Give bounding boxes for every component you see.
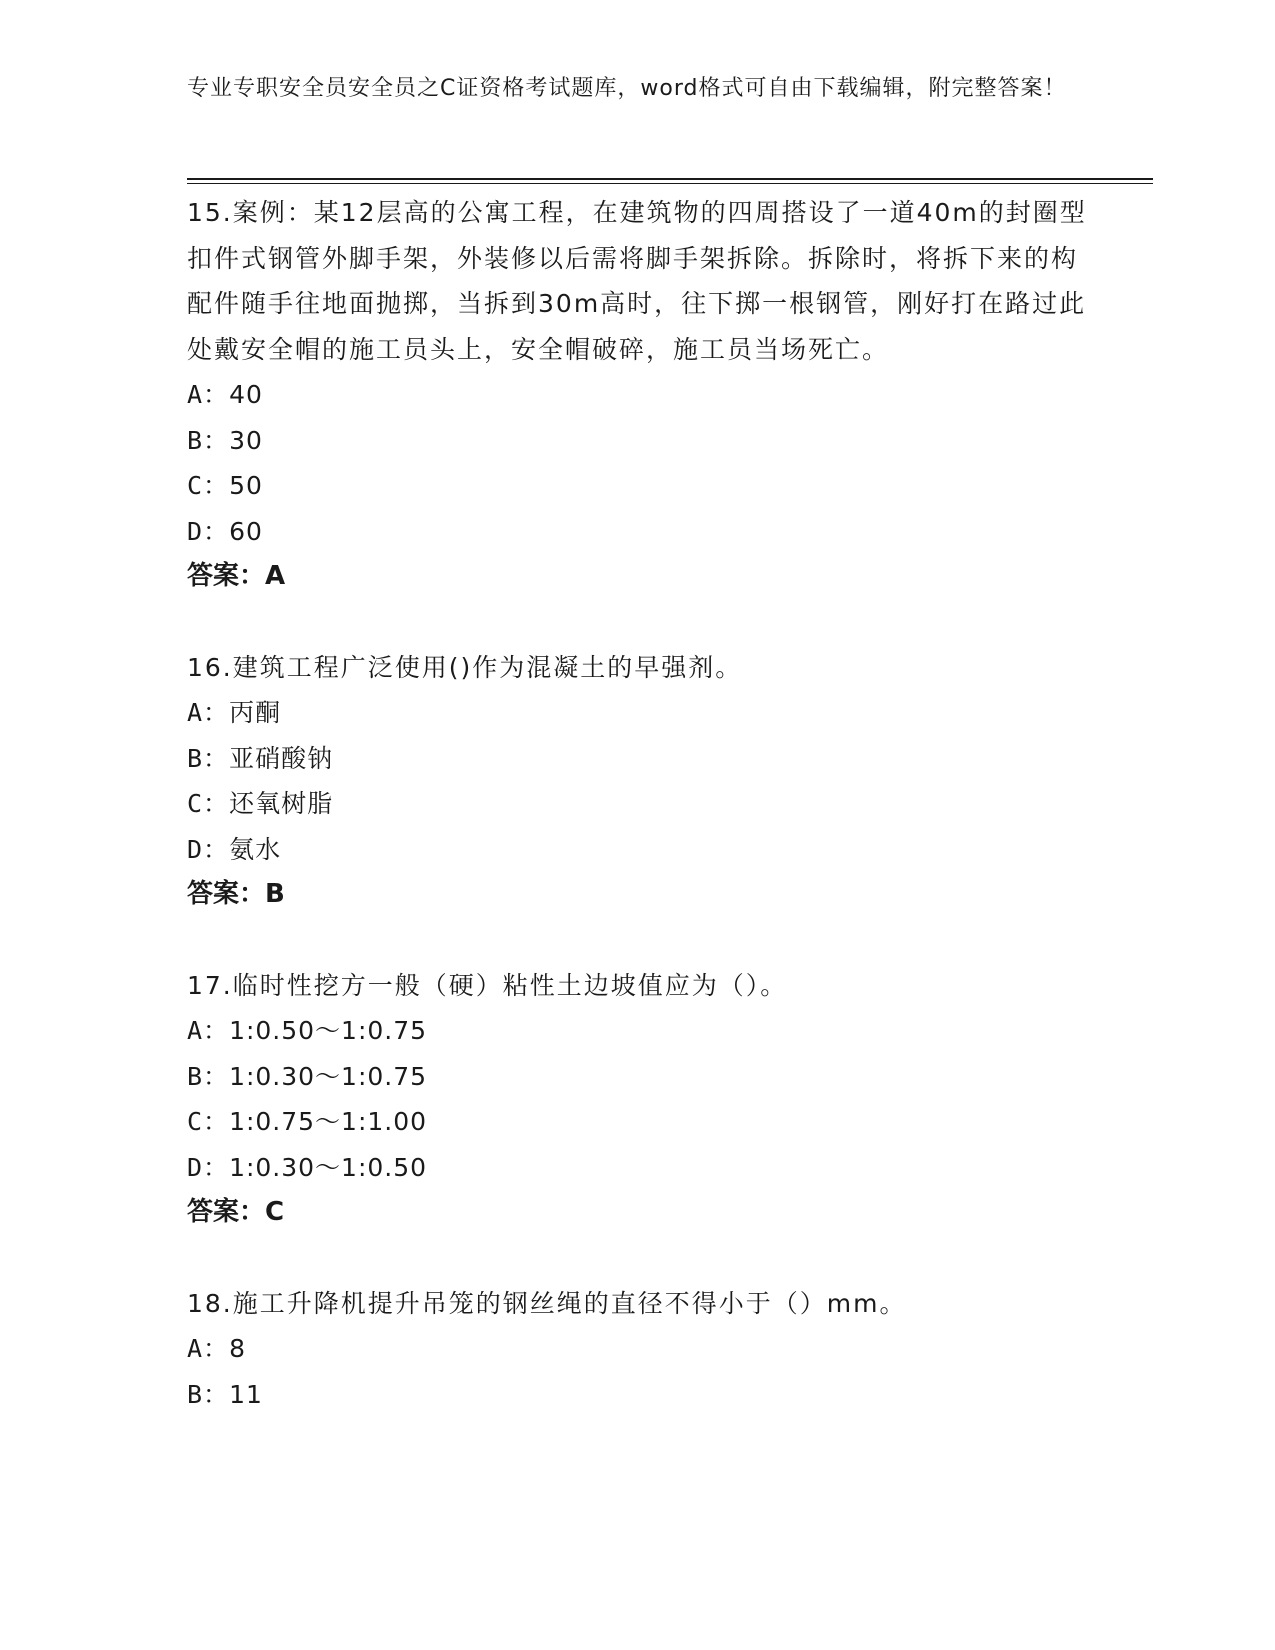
option-c — [187, 463, 1087, 509]
answer-line: 答案：A — [187, 561, 286, 591]
option-a — [187, 690, 1087, 736]
option-b — [187, 736, 1087, 782]
question-stem: 17.临时性挖方一般（硬）粘性土边坡值应为（）。 — [187, 970, 788, 1000]
option-value: 1:0.75～1:1.00 — [229, 1107, 428, 1136]
option-value: 氨水 — [229, 834, 282, 864]
option-a — [187, 1326, 1087, 1372]
option-key: B： — [187, 743, 230, 773]
option-key: B： — [187, 1061, 230, 1091]
option-key: C： — [187, 471, 230, 500]
option-value: 亚硝酸钠 — [229, 743, 334, 773]
option-c — [187, 1099, 1087, 1145]
question-15 — [187, 190, 1087, 600]
option-value: 1:0.30～1:0.75 — [229, 1061, 428, 1091]
option-key: B： — [187, 1379, 230, 1409]
option-value: 1:0.30～1:0.50 — [229, 1152, 428, 1182]
option-c — [187, 781, 1087, 827]
option-value: 60 — [229, 516, 263, 546]
question-stem: 15.案例：某12层高的公寓工程，在建筑物的四周搭设了一道40m的封圈型扣件式钢管外脚手架，外装修以后需将脚手架拆除。拆除时，将拆下来的构配件随手往地面抛掷，当拆到30m高时，往下掷一根钢管，刚好打在路过此处戴安全帽的施工员头上，安全帽破碎，施工员当场死亡。 — [187, 198, 1087, 364]
question-stem: 18.施工升降机提升吊笼的钢丝绳的直径不得小于（）mm。 — [187, 1288, 907, 1318]
question-list — [187, 190, 1087, 1462]
header-rule-bottom — [187, 183, 1153, 184]
option-d — [187, 827, 1087, 873]
answer-line: 答案：B — [187, 879, 285, 909]
option-b — [187, 418, 1087, 464]
option-key: C： — [187, 789, 230, 818]
option-key: A： — [187, 1016, 230, 1045]
document-header: 专业专职安全员安全员之C证资格考试题库，word格式可自由下载编辑，附完整答案！ — [187, 76, 1067, 101]
option-value: 丙酮 — [229, 698, 282, 727]
question-stem: 16.建筑工程广泛使用()作为混凝土的早强剂。 — [187, 652, 743, 682]
option-key: D： — [187, 834, 230, 864]
question-18 — [187, 1281, 1087, 1418]
option-value: 11 — [229, 1379, 263, 1409]
option-value: 40 — [229, 380, 263, 409]
question-17 — [187, 963, 1087, 1236]
option-value: 30 — [229, 425, 263, 455]
option-value: 8 — [229, 1334, 246, 1363]
option-d — [187, 509, 1087, 555]
option-a — [187, 1008, 1087, 1054]
option-b — [187, 1372, 1087, 1418]
option-key: B： — [187, 425, 230, 455]
option-key: D： — [187, 1152, 230, 1182]
option-a — [187, 372, 1087, 418]
option-key: D： — [187, 516, 230, 546]
option-d — [187, 1145, 1087, 1191]
question-16 — [187, 645, 1087, 918]
option-key: A： — [187, 1334, 230, 1363]
option-key: A： — [187, 380, 230, 409]
option-key: C： — [187, 1107, 230, 1136]
answer-line: 答案：C — [187, 1197, 285, 1227]
option-value: 还氧树脂 — [229, 789, 334, 818]
option-value: 50 — [229, 471, 263, 500]
option-b — [187, 1054, 1087, 1100]
header-rule-top — [187, 178, 1153, 180]
option-key: A： — [187, 698, 230, 727]
option-value: 1:0.50～1:0.75 — [229, 1016, 428, 1045]
